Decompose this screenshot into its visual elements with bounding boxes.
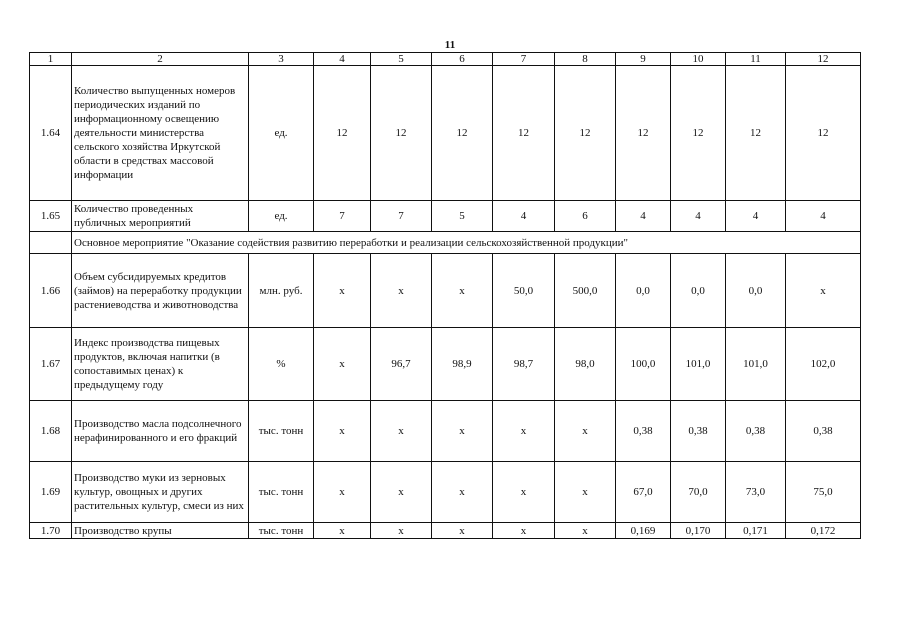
value-cell: 50,0	[493, 254, 555, 328]
value-cell: 0,0	[616, 254, 671, 328]
row-number: 1.68	[30, 401, 72, 462]
value-cell: 12	[726, 66, 786, 201]
row-number: 1.69	[30, 462, 72, 523]
header-cell: 3	[249, 53, 314, 66]
value-cell: 4	[671, 201, 726, 232]
table-row	[30, 523, 861, 539]
value-cell: х	[555, 401, 616, 462]
value-cell: 0,0	[726, 254, 786, 328]
table-row	[30, 401, 861, 462]
indicator-name: Производство масла подсолнечного нерафинированного и его фракций	[72, 401, 249, 462]
unit-cell: ед.	[249, 66, 314, 201]
value-cell: 4	[726, 201, 786, 232]
value-cell: 101,0	[726, 328, 786, 401]
value-cell: 12	[314, 66, 371, 201]
value-cell: 70,0	[671, 462, 726, 523]
header-cell: 5	[371, 53, 432, 66]
indicator-name: Объем субсидируемых кредитов (займов) на переработку продукции растениеводства и животноводства	[72, 254, 249, 328]
unit-cell: %	[249, 328, 314, 401]
value-cell: х	[493, 523, 555, 539]
value-cell: 12	[786, 66, 861, 201]
indicators-table	[29, 52, 861, 539]
value-cell: 73,0	[726, 462, 786, 523]
value-cell: 0,169	[616, 523, 671, 539]
value-cell: 7	[371, 201, 432, 232]
value-cell: 0,170	[671, 523, 726, 539]
value-cell: 98,9	[432, 328, 493, 401]
indicator-name: Количество проведенных публичных мероприятий	[72, 201, 249, 232]
value-cell: х	[371, 401, 432, 462]
value-cell: 12	[432, 66, 493, 201]
indicator-name: Производство муки из зерновых культур, овощных и других растительных культур, смеси из них	[72, 462, 249, 523]
table-row	[30, 462, 861, 523]
value-cell: 67,0	[616, 462, 671, 523]
value-cell: 12	[616, 66, 671, 201]
value-cell: 102,0	[786, 328, 861, 401]
value-cell: х	[432, 254, 493, 328]
header-cell: 12	[786, 53, 861, 66]
header-cell: 10	[671, 53, 726, 66]
unit-cell: тыс. тонн	[249, 401, 314, 462]
value-cell: 0,38	[786, 401, 861, 462]
value-cell: х	[314, 254, 371, 328]
indicator-name: Производство крупы	[72, 523, 249, 539]
value-cell: х	[555, 523, 616, 539]
value-cell: 96,7	[371, 328, 432, 401]
indicator-name: Индекс производства пищевых продуктов, включая напитки (в сопоставимых ценах) к предыдущему году	[72, 328, 249, 401]
indicator-name: Количество выпущенных номеров периодических изданий по информационному освещению деятельности министерства сельского хозяйства Иркутской области в средствах массовой информации	[72, 66, 249, 201]
value-cell: 100,0	[616, 328, 671, 401]
value-cell: х	[314, 328, 371, 401]
table-header-row	[30, 53, 861, 66]
value-cell: 0,38	[616, 401, 671, 462]
table-row	[30, 201, 861, 232]
value-cell: х	[432, 462, 493, 523]
value-cell: х	[371, 254, 432, 328]
header-cell: 2	[72, 53, 249, 66]
row-number: 1.70	[30, 523, 72, 539]
value-cell: 6	[555, 201, 616, 232]
header-cell: 6	[432, 53, 493, 66]
value-cell: 12	[671, 66, 726, 201]
value-cell: х	[432, 523, 493, 539]
table-row	[30, 328, 861, 401]
value-cell: 500,0	[555, 254, 616, 328]
value-cell: 0,171	[726, 523, 786, 539]
row-number: 1.64	[30, 66, 72, 201]
value-cell: 98,7	[493, 328, 555, 401]
value-cell: х	[432, 401, 493, 462]
value-cell: х	[493, 462, 555, 523]
value-cell: 5	[432, 201, 493, 232]
value-cell: 0,172	[786, 523, 861, 539]
value-cell: х	[314, 523, 371, 539]
value-cell: 4	[493, 201, 555, 232]
page-number: 11	[444, 39, 456, 51]
value-cell: 12	[371, 66, 432, 201]
value-cell: 12	[555, 66, 616, 201]
section-row	[30, 232, 861, 254]
value-cell: 4	[616, 201, 671, 232]
value-cell: 7	[314, 201, 371, 232]
row-number: 1.66	[30, 254, 72, 328]
value-cell: 75,0	[786, 462, 861, 523]
value-cell: х	[314, 401, 371, 462]
value-cell: 12	[493, 66, 555, 201]
table-row	[30, 66, 861, 201]
header-cell: 8	[555, 53, 616, 66]
unit-cell: тыс. тонн	[249, 523, 314, 539]
header-cell: 1	[30, 53, 72, 66]
value-cell: 98,0	[555, 328, 616, 401]
header-cell: 4	[314, 53, 371, 66]
value-cell: 101,0	[671, 328, 726, 401]
value-cell: х	[555, 462, 616, 523]
value-cell: х	[786, 254, 861, 328]
section-number-cell	[30, 232, 72, 254]
value-cell: 4	[786, 201, 861, 232]
value-cell: х	[314, 462, 371, 523]
value-cell: х	[493, 401, 555, 462]
value-cell: 0,38	[671, 401, 726, 462]
row-number: 1.67	[30, 328, 72, 401]
section-title: Основное мероприятие "Оказание содействия развитию переработки и реализации сельскохозяйственной продукции"	[72, 232, 861, 254]
value-cell: 0,0	[671, 254, 726, 328]
value-cell: 0,38	[726, 401, 786, 462]
row-number: 1.65	[30, 201, 72, 232]
unit-cell: ед.	[249, 201, 314, 232]
unit-cell: млн. руб.	[249, 254, 314, 328]
value-cell: х	[371, 462, 432, 523]
header-cell: 9	[616, 53, 671, 66]
value-cell: х	[371, 523, 432, 539]
unit-cell: тыс. тонн	[249, 462, 314, 523]
header-cell: 7	[493, 53, 555, 66]
table-row	[30, 254, 861, 328]
header-cell: 11	[726, 53, 786, 66]
